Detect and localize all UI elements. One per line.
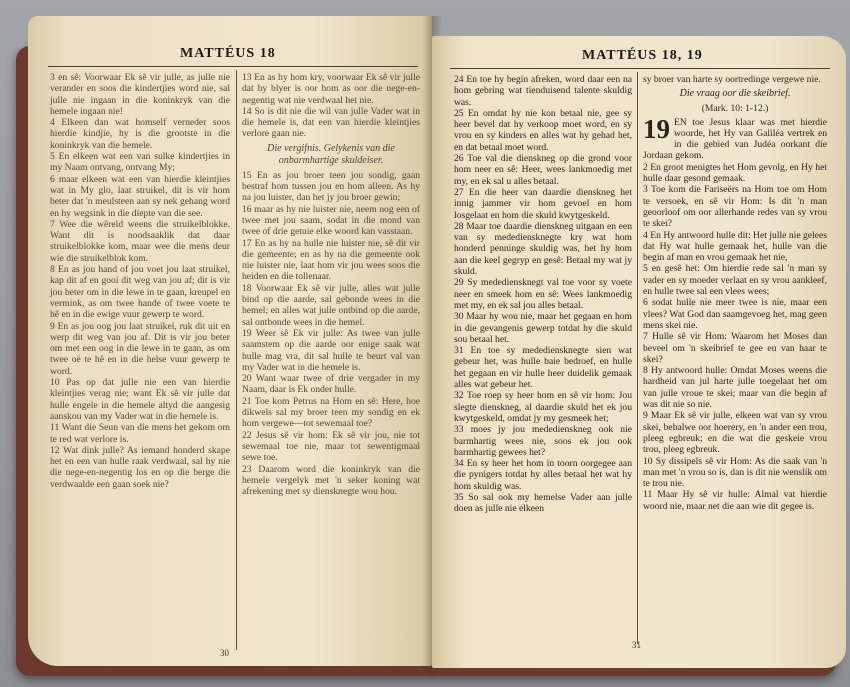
verse: 12 Wat dink julle? As iemand honderd skape het en een van hulle raak verdwaal, sal hy nie die nege-en-negentig los en op die berge die verdwaalde een gaan soek nie? [50,444,230,490]
right-column-2 [643,74,827,512]
verse: 33 moes jy jou mededienskneg ook nie barmhartig wees nie, soos ek jou ook barmhartig gewees het? [454,424,632,458]
verse: 32 Toe roep sy heer hom en sê vir hom: Jou slegte dienskneg, al daardie skuld het ek jou kwytgeskeld, omdat jy my gesmeek het; [454,390,632,424]
verse: 10 Sy dissipels sê vir Hom: As die saak van 'n man met 'n vrou so is, dan is dit nie wenslik om te trou nie. [643,455,827,490]
verse-18-35-continued: sy broer van harte sy oortredinge vergewe nie. [643,74,821,85]
verse: 25 En omdat hy nie kon betaal nie, gee sy heer bevel dat hy verkoop moet word, en sy vrou en sy kinders en alles wat hy gehad het, en dat betaal moet word. [454,107,632,153]
verse: 35 So sal ook my hemelse Vader aan julle doen as julle nie elkeen [454,491,632,515]
open-bible [10,6,838,681]
verse: 11 Want die Seun van die mens het gekom om te red wat verlore is. [50,422,230,445]
verse: 15 En as jou broer teen jou sondig, gaan bestraf hom tussen jou en hom alleen. As hy na jou luister, dan het jy jou broer gewin; [242,169,420,204]
verse: 2 En groot menigtes het Hom gevolg, en Hy het hulle daar gesond gemaak. [643,161,827,185]
verse: 10 Pas op dat julle nie een van hierdie kleintjies verag nie; want Ek sê vir julle dat hulle engele in die hemele altyd die aangesig aanskou van my Vader wat in die hemele is. [50,377,230,422]
verse: 8 En as jou hand of jou voet jou laat struikel, kap dit af en gooi dit weg van jou af; dit is vir jou beter om in die lewe in te gaan, kreupel en vermink, as om twee hande of twee voete te hê en in die ewige vuur gewerp te word. [50,264,230,321]
left-page-number: 30 [220,648,229,658]
left-column-2 [242,72,420,497]
chapter-number: 19 [643,113,670,144]
verse: 18 Voorwaar Ek sê vir julle, alles wat julle bind op die aarde, sal gebonde wees in die hemel; en alles wat julle ontbind op die aarde, sal ontbonde wees in die hemel. [242,282,420,328]
section-heading-forgiveness: Die vergifnis. Gelykenis van die onbarmhartige skuldeiser. [267,142,395,166]
verse: 5 en gesê het: Om hierdie rede sal 'n man sy vader en sy moeder verlaat en sy vrou aankleef, en hulle twee sal een vlees wees; [643,263,827,298]
left-column-1 [50,72,230,490]
right-column-1 [454,74,632,515]
verse: 34 En sy heer het hom in toorn oorgegee aan die pynigers totdat hy alles betaal het wat hy hom skuldig was. [454,458,632,492]
verse: 24 En toe hy begin afreken, word daar een na hom gebring wat tienduisend talente skuldig was. [454,74,632,108]
verse: 28 Maar toe daardie dienskneg uitgaan en een van sy medediensknegte kry wat hom honderd penninge skuldig was, het hy hom aan die keel gegryp en gesê: Betaal my wat jy skuld. [454,220,632,278]
verse: 4 En Hy antwoord hulle dit: Het julle nie gelees dat Hy wat hulle gemaak het, hulle van die begin af man en vrou gemaak het nie, [643,229,827,264]
verse: 17 En as hy na hulle nie luister nie, sê dit vir die gemeente; en as hy na die gemeente ook nie luister nie, laat hom vir jou wees soos die heiden en die tollenaar. [242,237,420,283]
verse: 6 sodat hulle nie meer twee is nie, maar een vlees? Wat God dan saamgevoeg het, mag geen mens skei nie. [643,297,827,331]
verse: 7 Hulle sê vir Hom: Waarom het Moses dan beveel om 'n skeibrief te gee en van haar te skei? [643,331,827,365]
verse: 9 En as jou oog jou laat struikel, ruk dit uit en werp dit weg van jou af. Dit is vir jou beter om met een oog in die lewe in te gaan, as om twee oë te hê en in die helse vuur gewerp te word. [50,320,230,377]
right-page-header: MATTÉUS 18, 19 [582,48,703,63]
section-heading-divorce: Die vraag oor die skeibrief. [679,88,791,100]
left-page-header: MATTÉUS 18 [180,46,276,61]
left-column-divider [236,70,237,650]
verse: 29 Sy medediensknegt val toe voor sy voete neer en smeek hom en sê: Wees lankmoedig met my, en ek sal jou alles betaal. [454,277,632,311]
verse: 7 Wee die wêreld weens die struikelblokke. Want dit is noodsaaklik dat daar struikelblokke kom, maar wee die mens deur wie die struikelblok kom. [50,218,230,264]
verse: 5 En elkeen wat een van sulke kindertjies in my Naam ontvang, ontvang My; [50,151,230,174]
verse: 19 Weer sê Ek vir julle: As twee van julle saamstem op die aarde oor enige saak wat hulle mag vra, dit sal hulle te beurt val van my Vader wat in die hemele is. [242,327,420,373]
verse: 3 en sê: Voorwaar Ek sê vir julle, as julle nie verander en soos die kindertjies word nie, sal julle nie ingaan in die koninkryk van die hemele ingaan nie! [50,72,230,117]
verse-19-1: EN toe Jesus klaar was met hierdie woorde, het Hy van Galiléa vertrek en in die gebied van Judéa oorkant die Jordaan gekom. [643,116,827,162]
right-header-rule [450,68,830,69]
verse: 6 maar elkeen wat een van hierdie kleintjies wat in My glo, laat struikel, dit is vir hom beter dat 'n meulsteen aan sy nek gehang word en hy wegsink in die diepte van die see. [50,173,230,219]
verse: 21 Toe kom Petrus na Hom en sê: Here, hoe dikwels sal my broer teen my sondig en ek hom vergewe—tot sewemaal toe? [242,395,420,430]
right-column-divider [637,72,638,644]
verse: 20 Want waar twee of drie vergader in my Naam, daar is Ek onder hulle. [242,373,420,396]
verse: 8 Hy antwoord hulle: Omdat Moses weens die hardheid van jul harte julle toegelaat het om van julle vroue te skei; maar van die begin af was dit nie so nie. [643,365,827,411]
verse: 11 Maar Hy sê vir hulle: Almal vat hierdie woord nie, maar net die aan wie dit gegee is. [643,489,827,512]
verse: 30 Maar hy wou nie, maar het gegaan en hom in die gevangenis gewerp totdat hy die skuld sou betaal het. [454,311,632,345]
verse: 9 Maar Ek sê vir julle, elkeen wat van sy vrou skei, behalwe oor hoerery, en 'n ander een trou, pleeg egbreuk; en die wat die geskeie vrou trou, pleeg egbreuk. [643,410,827,456]
verse: 13 En as hy hom kry, voorwaar Ek sê vir julle dat hy blyer is oor hom as oor die nege-en-negentig wat nie verdwaal het nie. [242,72,420,106]
verse: 26 Toe val die dienskneg op die grond voor hom neer en sê: Heer, wees lankmoedig met my, en ek sal u alles betaal. [454,153,632,187]
verse: 14 So is dit nie die wil van julle Vader wat in die hemele is, dat een van hierdie kleintjies verlore gaan nie. [242,105,420,140]
verse: 22 Jesus sê vir hom: Ek sê vir jou, nie tot sewemaal toe nie, maar tot sewentigmaal sewe toe. [242,429,420,464]
right-page-number: 31 [632,640,641,650]
cross-reference: (Mark. 10: 1-12.) [701,103,769,115]
verse: 23 Daarom word die koninkryk van die hemele vergelyk met 'n seker koning wat afrekening met sy diensknegte wou hou. [242,463,420,498]
verse: 16 maar as hy nie luister nie, neem nog een of twee met jou saam, sodat in die mond van twee of drie getuie elke woord kan vasstaan. [242,203,420,238]
verse: 4 Elkeen dan wat homself verneder soos hierdie kindjie, hy is die grootste in die koninkryk van die hemele. [50,117,230,151]
left-header-rule [48,66,418,67]
verse: 27 En die heer van daardie dienskneg het innig jammer vir hom gevoel en hom losgelaat en hom die skuld kwytgeskeld. [454,186,632,221]
verse: 31 En toe sy medediensknegte sien wat gebeur het, was hulle baie bedroef, en hulle het gegaan en vir hulle heer duidelik gemaak alles wat gebeur het. [454,345,632,391]
verse: 3 Toe kom die Fariseërs na Hom toe om Hom te versoek, en sê vir Hom: Is dit 'n man geoorloof om oor allerhande redes van sy vrou te skei? [643,184,827,230]
right-page [432,36,846,668]
left-page [28,16,432,666]
